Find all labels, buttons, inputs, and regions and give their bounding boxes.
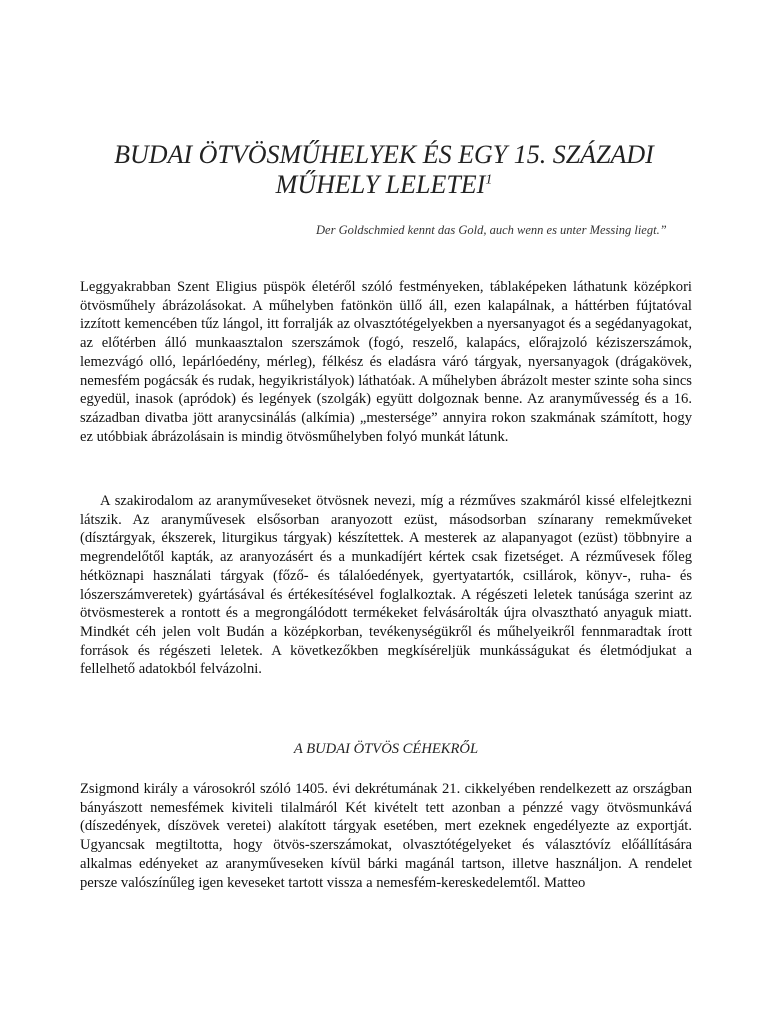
- paragraph-2: A szakirodalom az aranyműveseket ötvösnek nevezi, míg a rézműves szakmáról kissé elfelejtkezni látszik. Az aranyművesek elsősorban aranyozott ezüst, másodsorban színarany remekműveket (dísztárgyak, ékszerek, liturgikus tárgyak) készítettek. A mesterek az alapanyagot (ezüst) többnyire a megrendelőtől kapták, az aranyozásért és a munkadíjért kértek csak fizetséget. A rézművesek főleg hétköznapi használati tárgyak (főző- és tálalóedények, gyertyatartók, csillárok, könyv-, ruha- és lószerszámveretek) gyártásával és értékesítésével foglalkoztak. A régészeti leletek tanúsága szerint az ötvösmesterek a rontott és a megrongálódott termékeket felvásárolták újra olvasztható anyaguk miatt. Mindkét céh jelen volt Budán a középkorban, tevékenységükről és műhelyeikről fennmaradtak írott források és régészeti leletek. A következőkben megkíséreljük munkásságukat és életmódjukat a fellelhető adatokból felvázolni.: [80, 493, 692, 678]
- epigraph: Der Goldschmied kennt das Gold, auch wenn es unter Messing liegt.”: [316, 223, 667, 237]
- title-text: BUDAI ÖTVÖSMŰHELYEK ÉS EGY 15. SZÁZADI MŰHELY LELETEI: [114, 140, 654, 199]
- section-paragraph: Zsigmond király a városokról szóló 1405. évi dekrétumának 21. cikkelyében rendelkezett az országban bányászott nemesfémek kiviteli tilalmáról Két kivételt tett azonban a pénzzé vagy ötvösmunkává (díszedények, díszövek veretei) alakított tárgyak esetében, mert ezeknek engedélyezte az exportját. Ugyancsak megtiltotta, hogy ötvös-szerszámokat, olvasztótégelyeket és választóvíz előállítására alkalmas edényeket az aranyműveseken kívül bárki magánál tartson, illetve használjon. A rendelet persze valószínűleg igen keveseket tartott vissza a nemesfém-kereskedelemtől. Matteo: [80, 781, 692, 891]
- document-title: [80, 140, 688, 200]
- title-footnote-marker[interactable]: 1: [485, 172, 493, 188]
- section-heading: A BUDAI ÖTVÖS CÉHEKRŐL: [293, 741, 479, 757]
- paragraph-1: Leggyakrabban Szent Eligius püspök életéről szóló festményeken, táblaképeken láthatunk középkori ötvösműhely ábrázolásokat. A műhelyben fatönkön üllő áll, ezen kalapálnak, a háttérben fújtatóval izzított kemencében tűz lángol, itt forralják az olvasztótégelyekben a nyersanyagot és a segédanyagokat, az előtérben álló munkaasztalon szerszámok (fogó, reszelő, kalapács, előrajzoló kéziszerszámok, lemezvágó olló, lepárlóedény, mérleg), félkész és eladásra váró tárgyak, nyersanyagok (drágakövek, nemesfém pogácsák és rudak, hegyikristályok) láthatóak. A műhelyben ábrázolt mester szinte soha sincs egyedül, inasok (apródok) és legények (szolgák) együtt dolgoznak benne. Az aranyművesség és a 16. században divatba jött aranycsinálás (alkímia) „mestersége” annyira rokon szakmának számított, hogy ez utóbbiak ábrázolásain is mindig ötvösműhelyben folyó munkát látunk.: [80, 279, 692, 445]
